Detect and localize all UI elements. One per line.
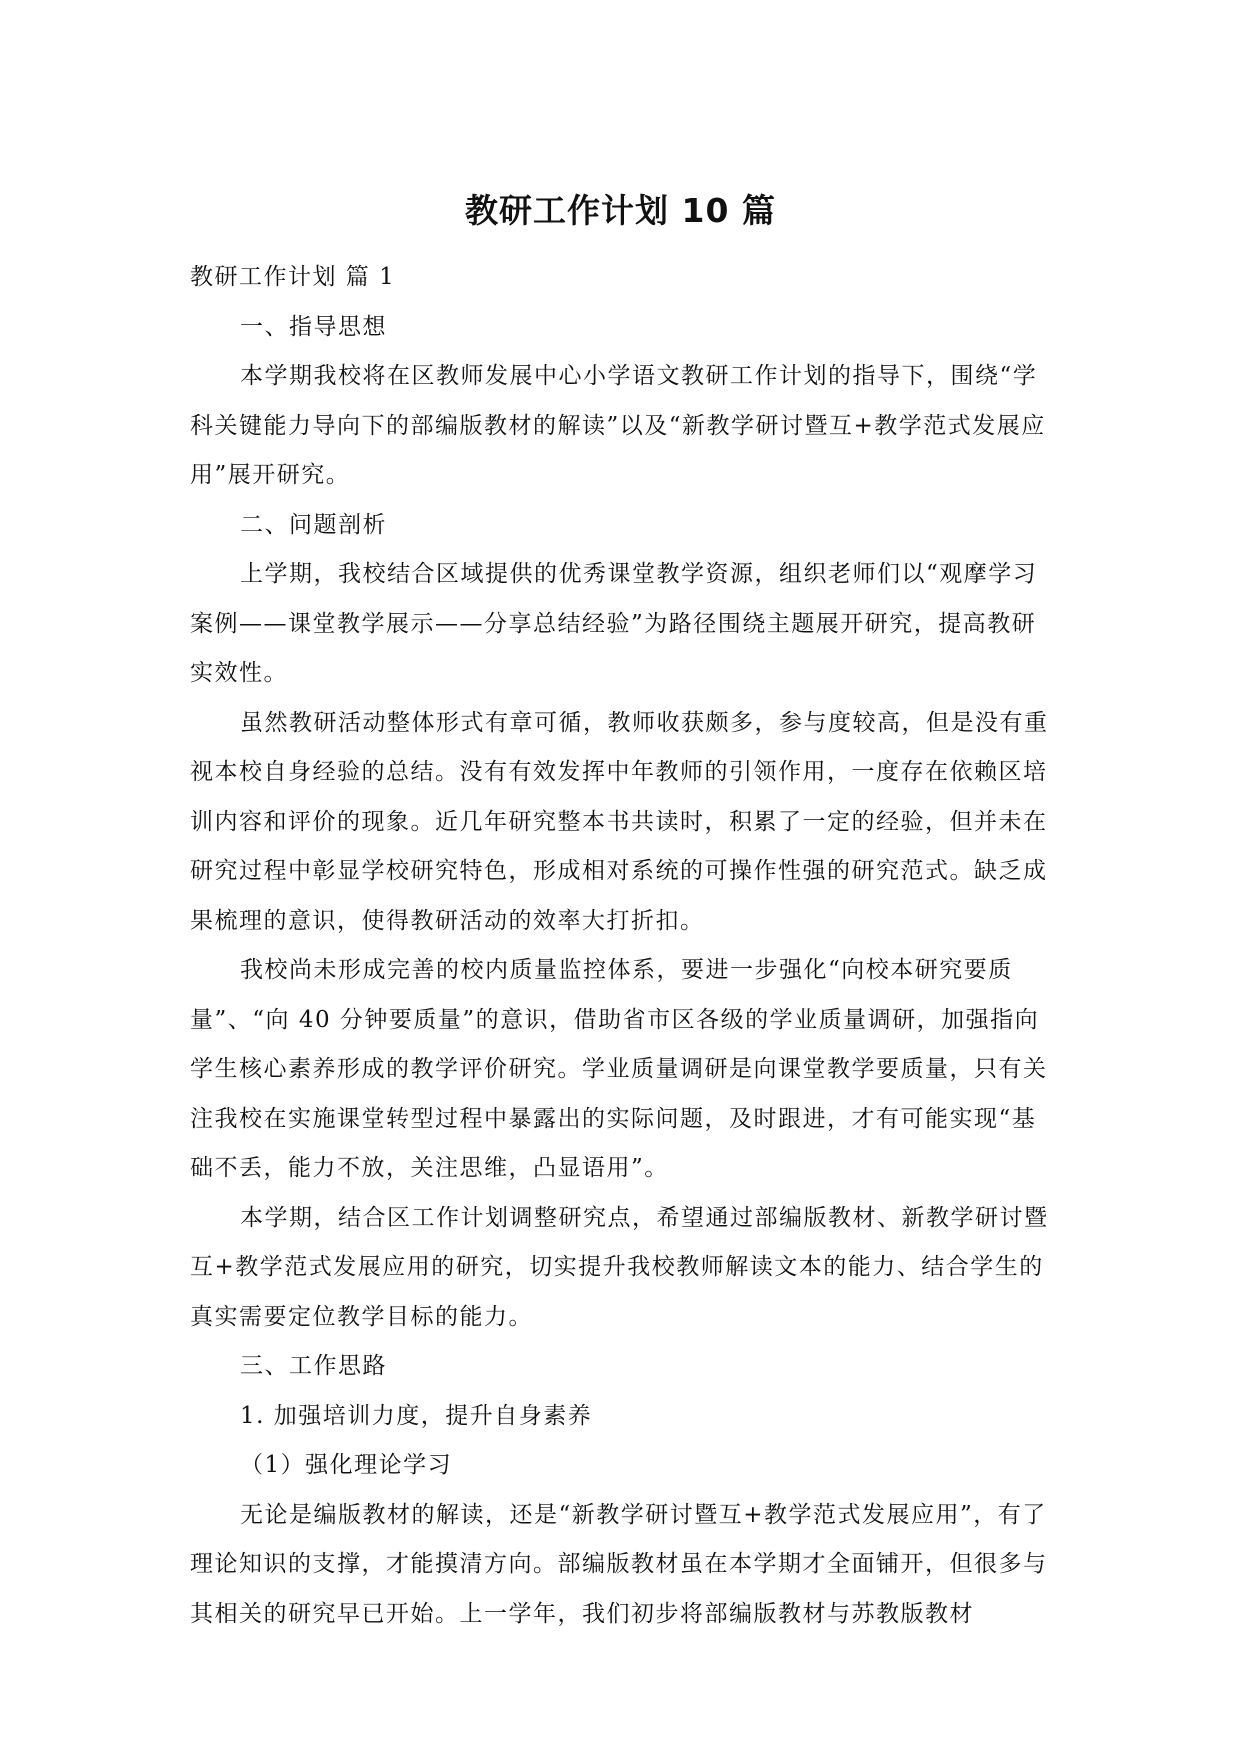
section-heading: 一、指导思想	[240, 313, 387, 340]
sub-heading: 1. 加强培训力度，提升自身素养	[240, 1402, 593, 1429]
section-heading: 三、工作思路	[240, 1353, 387, 1379]
document-title: 教研工作计划 10 篇	[465, 191, 776, 230]
body-paragraph: 虽然教研活动整体形式有章可循，教师收获颇多，参与度较高，但是没有重视本校自身经验的总结。没有有效发挥中年教师的引领作用，一度存在依赖区培训内容和评价的现象。近几年研究整本书共读时，积累了一定的经验，但并未在研究过程中彰显学校研究特色，形成相对系统的可操作性强的研究范式。缺乏成果梳理的意识，使得教研活动的效率大打折扣。	[190, 709, 1049, 934]
body-paragraph: 无论是编版教材的解读，还是“新教学研讨暨互+教学范式发展应用”，有了理论知识的支撑，才能摸清方向。部编版教材虽在本学期才全面铺开，但很多与其相关的研究早已开始。上一学年，我们初步将部编版教材与苏教版教材	[190, 1501, 1048, 1627]
section-subtitle: 教研工作计划 篇 1	[190, 264, 396, 290]
body-paragraph: 上学期，我校结合区域提供的优秀课堂教学资源，组织老师们以“观摩学习案例——课堂教学展示——分享总结经验”为路径围绕主题展开研究，提高教研实效性。	[190, 561, 1038, 686]
body-paragraph: 本学期我校将在区教师发展中心小学语文教研工作计划的指导下，围绕“学科关键能力导向下的部编版教材的解读”以及“新教学研讨暨互+教学范式发展应用”展开研究。	[190, 363, 1046, 488]
section-heading: 二、问题剖析	[240, 511, 387, 538]
document-body	[190, 253, 1060, 1639]
sub-sub-heading: （1）强化理论学习	[240, 1452, 453, 1478]
body-paragraph: 我校尚未形成完善的校内质量监控体系，要进一步强化“向校本研究要质量”、“向 40 分钟要质量”的意识，借助省市区各级的学业质量调研，加强指向学生核心素养形成的教学评价研究。学业质量调研是向课堂教学要质量，只有关注我校在实施课堂转型过程中暴露出的实际问题，及时跟进，才有可能实现“基础不丢，能力不放，关注思维，凸显语用”。	[190, 957, 1048, 1181]
body-paragraph: 本学期，结合区工作计划调整研究点，希望通过部编版教材、新教学研讨暨互+教学范式发展应用的研究，切实提升我校教师解读文本的能力、结合学生的真实需要定位教学目标的能力。	[190, 1204, 1049, 1330]
